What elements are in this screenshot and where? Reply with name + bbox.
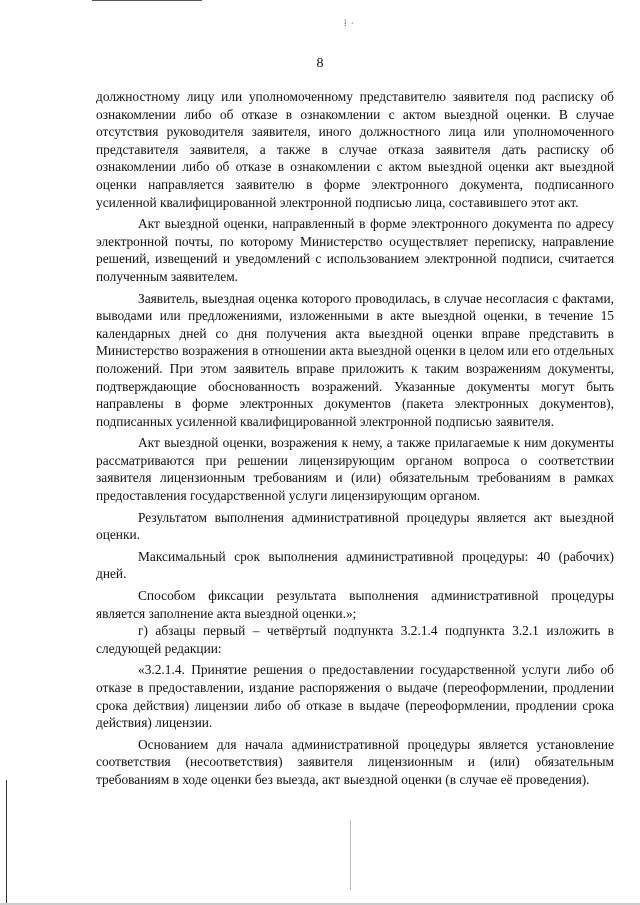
paragraph-5: Результатом выполнения административной процедуры является акт выездной оценки. xyxy=(96,509,614,543)
paragraph-8: г) абзацы первый – четвёртый подпункта 3.2.1.4 подпункта 3.2.1 изложить в следующей редакции: xyxy=(96,623,614,656)
paragraph-1: должностному лицу или уполномоченному представителю заявителя под расписку об ознакомлении либо об отказе в ознакомлении с актом выездной оценки. В случае отсутствия руководителя заявителя, иного должностного лица или уполномоченного представителя заявителя, а также в случае отказа заявителя дать расписку об ознакомлении либо об отказе в ознакомлении с актом выездной оценки акт выездной оценки направляется заявителю в форме электронного документа, подписанного усиленной квалифицированной электронной подписью лица, составившего этот акт. xyxy=(96,89,614,210)
paragraph-7: Способом фиксации результата выполнения административной процедуры является заполнение акта выездной оценки.»; xyxy=(96,588,614,621)
document-body xyxy=(96,88,614,789)
page-number: 8 xyxy=(316,56,324,71)
scan-fold-line xyxy=(350,820,351,890)
scan-artifact-mark: ⁞ · xyxy=(344,18,355,28)
paragraph-2: Акт выездной оценки, направленный в форме электронного документа по адресу электронной почты, по которому Министерство осуществляет переписку, направление решений, извещений и уведомлений с использованием электронной подписи, считается полученным заявителем. xyxy=(96,216,614,284)
paragraph-10: Основанием для начала административной процедуры является установление соответствия (несоответствия) заявителя лицензионным и (или) обязательным требованиям в ходе оценки без выезда, акт выездной оценки (в случае её проведения). xyxy=(96,736,614,787)
paragraph-6: Максимальный срок выполнения административной процедуры: 40 (рабочих) дней. xyxy=(96,548,614,582)
scan-edge-line xyxy=(6,780,7,905)
paragraph-3: Заявитель, выездная оценка которого проводилась, в случае несогласия с фактами, выводами или предложениями, изложенными в акте выездной оценки, в течение 15 календарных дней со дня получения акта выездной оценки вправе представить в Министерство возражения в отношении акта выездной оценки в целом или его отдельных положений. При этом заявитель вправе приложить к таким возражениям документы, подтверждающие обоснованность возражений. Указанные документы могут быть направлены в форме электронных документов (пакета электронных документов), подписанных усиленной квалифицированной электронной подписью заявителя. xyxy=(96,290,614,429)
paragraph-9: «3.2.1.4. Принятие решения о предоставлении государственной услуги либо об отказе в предоставлении, издание распоряжения о выдаче (переоформлении, продлении срока действия) лицензии либо об отказе в выдаче (переоформлении, продлении срока действия) лицензии. xyxy=(96,662,614,731)
top-rule xyxy=(92,0,202,1)
paragraph-4: Акт выездной оценки, возражения к нему, а также прилагаемые к ним документы рассматриваются при решении лицензирующим органом вопроса о соответствии заявителя лицензионным требованиям и (или) обязательным требованиям в рамках предоставления государственной услуги лицензирующим органом. xyxy=(96,435,614,504)
